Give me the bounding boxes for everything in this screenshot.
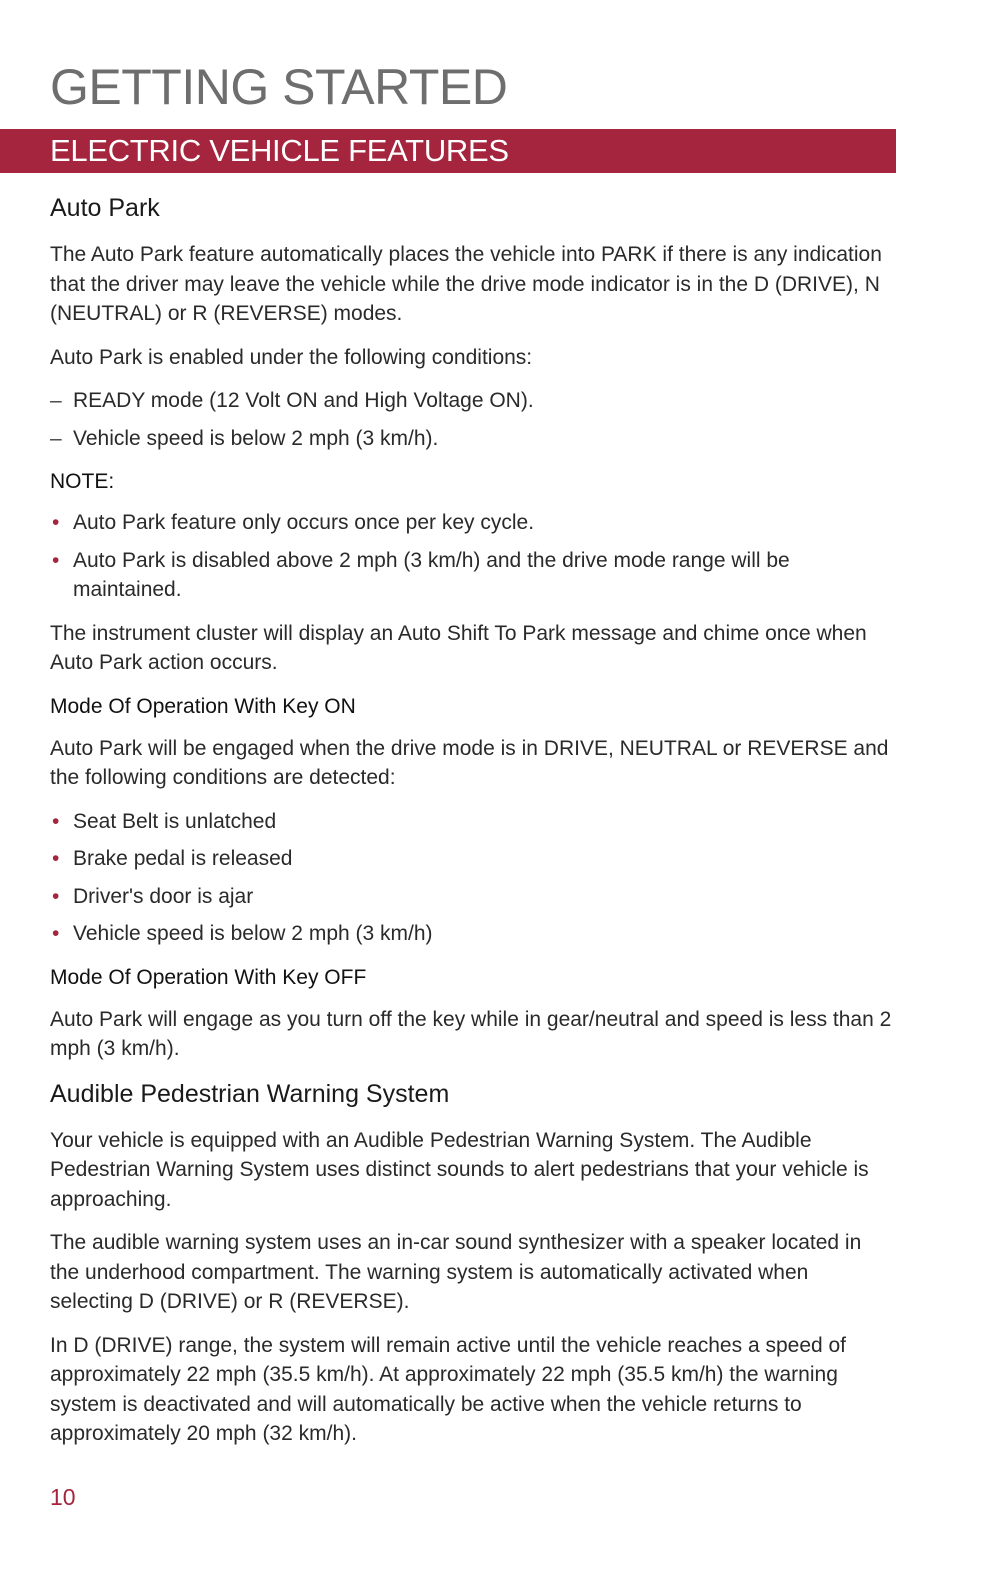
apws-paragraph: Your vehicle is equipped with an Audible Pedestrian Warning System. The Audible Pedestrian Warning System uses distinct sounds to alert pedestrians that your vehicle is approaching. bbox=[50, 1128, 869, 1211]
page-number: 10 bbox=[50, 1484, 76, 1510]
bullet-marker: • bbox=[52, 847, 60, 870]
key-off-heading: Mode Of Operation With Key OFF bbox=[50, 965, 367, 989]
bullet-marker: • bbox=[52, 511, 60, 534]
bullet-marker: • bbox=[52, 884, 60, 908]
list-item bbox=[50, 882, 896, 912]
key-off-text: Auto Park will engage as you turn off the key while in gear/neutral and speed is less than 2 mph (3 km/h). bbox=[50, 1007, 892, 1060]
key-on-intro: Auto Park will be engaged when the drive mode is in DRIVE, NEUTRAL or REVERSE and the following conditions are detected: bbox=[50, 736, 889, 789]
bullet-marker: • bbox=[52, 922, 60, 945]
bullet-marker: • bbox=[52, 548, 60, 572]
banner-title: ELECTRIC VEHICLE FEATURES bbox=[50, 133, 509, 168]
list-item-text: Vehicle speed is below 2 mph (3 km/h). bbox=[73, 426, 439, 450]
auto-park-intro: The Auto Park feature automatically places the vehicle into PARK if there is any indication that the driver may leave the vehicle while the drive mode indicator is in the D (DRIVE), N (NEUTRAL) or R (REVERSE) modes. bbox=[50, 243, 882, 325]
list-item-text: Vehicle speed is below 2 mph (3 km/h) bbox=[73, 922, 433, 945]
apws-heading: Audible Pedestrian Warning System bbox=[50, 1079, 450, 1108]
list-item bbox=[50, 844, 896, 874]
list-item bbox=[50, 386, 896, 416]
list-item-text: READY mode (12 Volt ON and High Voltage ON). bbox=[73, 389, 534, 412]
auto-park-notes-list bbox=[50, 508, 896, 605]
list-item-text: Auto Park is disabled above 2 mph (3 km/h) and the drive mode range will be maintained. bbox=[73, 548, 790, 601]
list-item bbox=[50, 919, 896, 949]
list-item bbox=[50, 807, 896, 837]
page-content bbox=[50, 192, 896, 1463]
cluster-message-text: The instrument cluster will display an Auto Shift To Park message and chime once when Auto Park action occurs. bbox=[50, 621, 867, 674]
list-item-text: Brake pedal is released bbox=[73, 847, 293, 870]
key-on-heading: Mode Of Operation With Key ON bbox=[50, 694, 356, 718]
section-banner bbox=[0, 129, 896, 173]
list-item-text: Auto Park feature only occurs once per key cycle. bbox=[73, 511, 535, 534]
note-label: NOTE: bbox=[50, 470, 115, 493]
list-item bbox=[50, 424, 896, 454]
auto-park-conditions-list bbox=[50, 386, 896, 453]
list-item-text: Driver's door is ajar bbox=[73, 884, 254, 908]
dash-marker: – bbox=[50, 426, 62, 450]
apws-paragraph: The audible warning system uses an in-car sound synthesizer with a speaker located in the underhood compartment. The warning system is automatically activated when selecting D (DRIVE) or R (REVERSE). bbox=[50, 1231, 862, 1313]
auto-park-heading: Auto Park bbox=[50, 194, 160, 222]
section-title: GETTING STARTED bbox=[50, 59, 508, 115]
list-item bbox=[50, 546, 896, 605]
auto-park-enabled-intro: Auto Park is enabled under the following conditions: bbox=[50, 345, 533, 369]
bullet-marker: • bbox=[52, 809, 60, 833]
list-item-text: Seat Belt is unlatched bbox=[73, 809, 277, 833]
dash-marker: – bbox=[50, 389, 62, 412]
list-item bbox=[50, 508, 896, 538]
key-on-conditions-list bbox=[50, 807, 896, 949]
apws-paragraph: In D (DRIVE) range, the system will remain active until the vehicle reaches a speed of approximately 22 mph (35.5 km/h). At approximately 22 mph (35.5 km/h) the warning system is deactivated and will automatically be active when the vehicle returns to approximately 20 mph (32 km/h). bbox=[50, 1333, 847, 1445]
